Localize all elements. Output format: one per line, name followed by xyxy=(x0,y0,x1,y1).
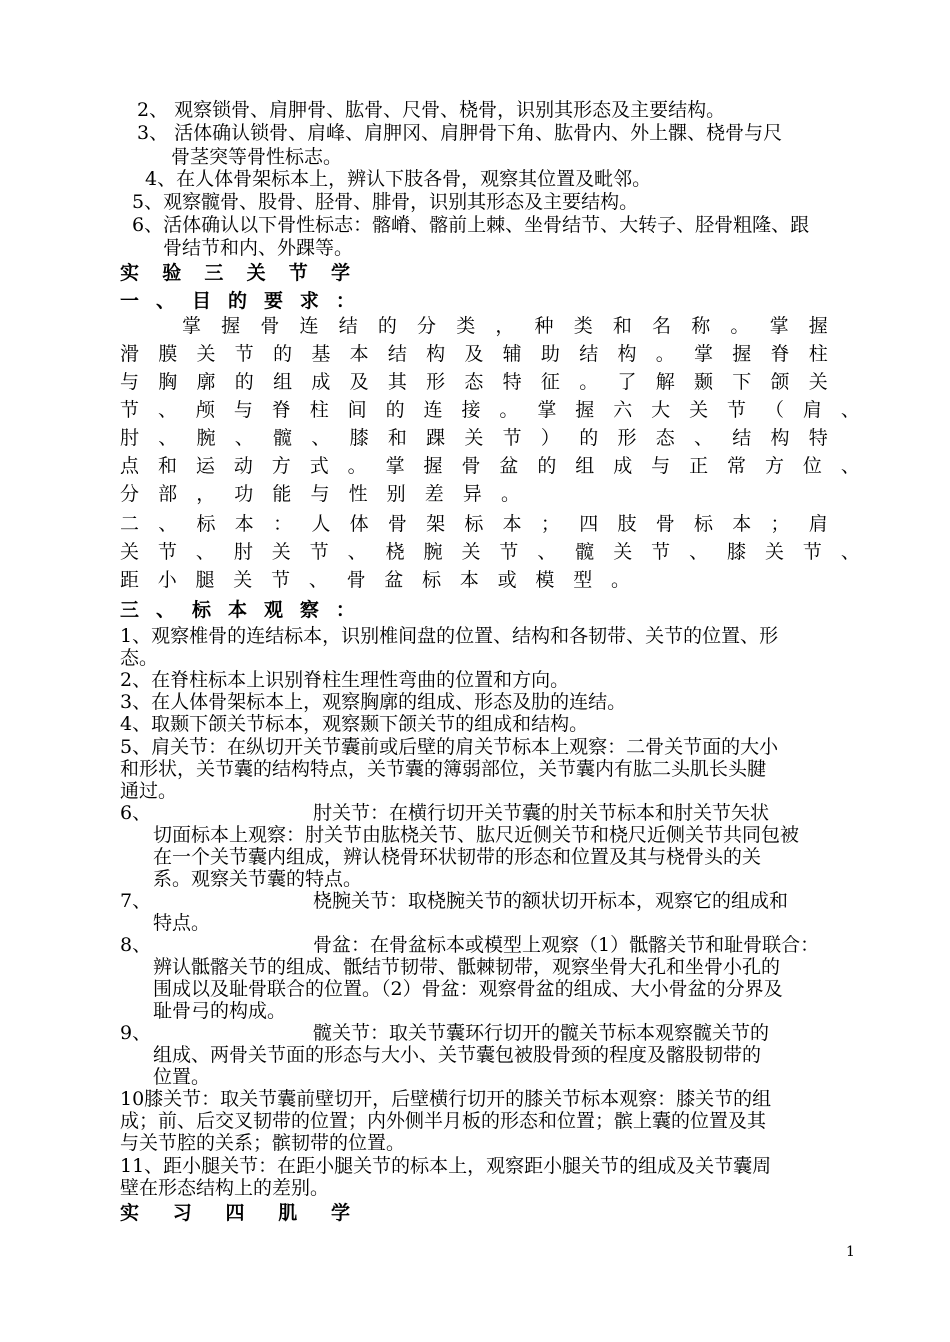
text-line: 6、 xyxy=(120,802,152,824)
text-line: 成；前、后交叉韧带的位置；内外侧半月板的形态和位置；髌上囊的位置及其 xyxy=(120,1110,767,1132)
text-line: 10膝关节：取关节囊前壁切开，后壁横行切开的膝关节标本观察：膝关节的组 xyxy=(120,1088,772,1110)
text-line: 节 、 颅 与 脊 柱 间 的 连 接 。 掌 握 六 大 关 节 （ 肩 、 xyxy=(120,399,860,421)
text-line: 与 胸 廓 的 组 成 及 其 形 态 特 征 。 了 解 颞 下 颌 关 xyxy=(120,371,828,393)
text-line: 关 节 、 肘 关 节 、 桡 腕 关 节 、 髋 关 节 、 膝 关 节 、 xyxy=(120,541,860,563)
text-line: 点 和 运 动 方 式 。 掌 握 骨 盆 的 组 成 与 正 常 方 位 、 xyxy=(120,455,860,477)
text-line: 骨结节和内、外踝等。 xyxy=(163,237,354,259)
text-line: 耻骨弓的构成。 xyxy=(153,1000,287,1022)
text-line: 壁在形态结构上的差别。 xyxy=(120,1177,330,1199)
section-heading: 一 、 目 的 要 求 ： xyxy=(120,290,355,312)
text-line: 围成以及耻骨联合的位置。（2）骨盆：观察骨盆的组成、大小骨盆的分界及 xyxy=(153,978,783,1000)
text-line: 肘关节：在横行切开关节囊的肘关节标本和肘关节矢状 xyxy=(313,802,770,824)
text-line: 肘 、 腕 、 髋 、 膝 和 踝 关 节 ） 的 形 态 、 结 构 特 xyxy=(120,427,828,449)
page-number: 1 xyxy=(846,1244,855,1260)
text-line: 7、 xyxy=(120,890,152,912)
text-line: 髋关节：取关节囊环行切开的髋关节标本观察髋关节的 xyxy=(313,1022,770,1044)
text-line: 和形状，关节囊的结构特点，关节囊的簿弱部位，关节囊内有肱二头肌长头腱 xyxy=(120,758,767,780)
text-line: 9、 xyxy=(120,1022,152,1044)
text-line: 5、肩关节：在纵切开关节囊前或后壁的肩关节标本上观察：二骨关节面的大小 xyxy=(120,736,779,758)
text-line: 分 部 ， 功 能 与 性 别 差 异 。 xyxy=(120,483,520,505)
text-line: 掌 握 骨 连 结 的 分 类 ， 种 类 和 名 称 。 掌 握 xyxy=(182,315,828,337)
text-line: 态。 xyxy=(120,647,159,669)
text-line: 辨认骶髂关节的组成、骶结节韧带、骶棘韧带，观察坐骨大孔和坐骨小孔的 xyxy=(153,956,781,978)
text-line: 骨盆：在骨盆标本或模型上观察（1）骶髂关节和耻骨联合： xyxy=(313,934,820,956)
text-line: 5、观察髋骨、股骨、胫骨、腓骨，识别其形态及主要结构。 xyxy=(132,191,639,213)
text-line: 11、距小腿关节：在距小腿关节的标本上，观察距小腿关节的组成及关节囊周 xyxy=(120,1155,772,1177)
text-line: 位置。 xyxy=(153,1066,211,1088)
section-heading: 实 习 四 肌 学 xyxy=(120,1202,350,1224)
text-line: 桡腕关节：取桡腕关节的额状切开标本，观察它的组成和 xyxy=(313,890,789,912)
text-line: 6、活体确认以下骨性标志：髂嵴、髂前上棘、坐骨结节、大转子、胫骨粗隆、跟 xyxy=(132,214,810,236)
text-line: 3、 活体确认锁骨、肩峰、肩胛冈、肩胛骨下角、肱骨内、外上髁、桡骨与尺 xyxy=(137,122,783,144)
section-heading: 实 验 三 关 节 学 xyxy=(120,262,350,284)
text-line: 4、取颞下颌关节标本，观察颞下颌关节的组成和结构。 xyxy=(120,713,589,735)
text-line: 骨茎突等骨性标志。 xyxy=(171,146,343,168)
text-line: 滑 膜 关 节 的 基 本 结 构 及 辅 助 结 构 。 掌 握 脊 柱 xyxy=(120,343,828,365)
text-line: 2、在脊柱标本上识别脊柱生理性弯曲的位置和方向。 xyxy=(120,669,570,691)
text-line: 在一个关节囊内组成，辨认桡骨环状韧带的形态和位置及其与桡骨头的关 xyxy=(153,846,762,868)
text-line: 系。观察关节囊的特点。 xyxy=(153,868,363,890)
text-line: 8、 xyxy=(120,934,152,956)
text-line: 4、在人体骨架标本上，辨认下肢各骨，观察其位置及毗邻。 xyxy=(145,168,652,190)
text-line: 与关节腔的关系；髌韧带的位置。 xyxy=(120,1132,406,1154)
text-line: 通过。 xyxy=(120,780,178,802)
text-line: 二 、 标 本 ： 人 体 骨 架 标 本 ； 四 肢 骨 标 本 ； 肩 xyxy=(120,513,828,535)
text-line: 距 小 腿 关 节 、 骨 盆 标 本 或 模 型 。 xyxy=(120,569,630,591)
section-heading: 三 、 标 本 观 察 ： xyxy=(120,599,355,621)
text-line: 特点。 xyxy=(153,912,211,934)
text-line: 1、观察椎骨的连结标本，识别椎间盘的位置、结构和各韧带、关节的位置、形 xyxy=(120,625,779,647)
text-line: 组成、两骨关节面的形态与大小、关节囊包被股骨颈的程度及髂股韧带的 xyxy=(153,1044,762,1066)
text-line: 3、在人体骨架标本上，观察胸廓的组成、形态及肋的连结。 xyxy=(120,691,627,713)
text-line: 2、 观察锁骨、肩胛骨、肱骨、尺骨、桡骨，识别其形态及主要结构。 xyxy=(137,99,726,121)
text-line: 切面标本上观察：肘关节由肱桡关节、肱尺近侧关节和桡尺近侧关节共同包被 xyxy=(153,824,800,846)
